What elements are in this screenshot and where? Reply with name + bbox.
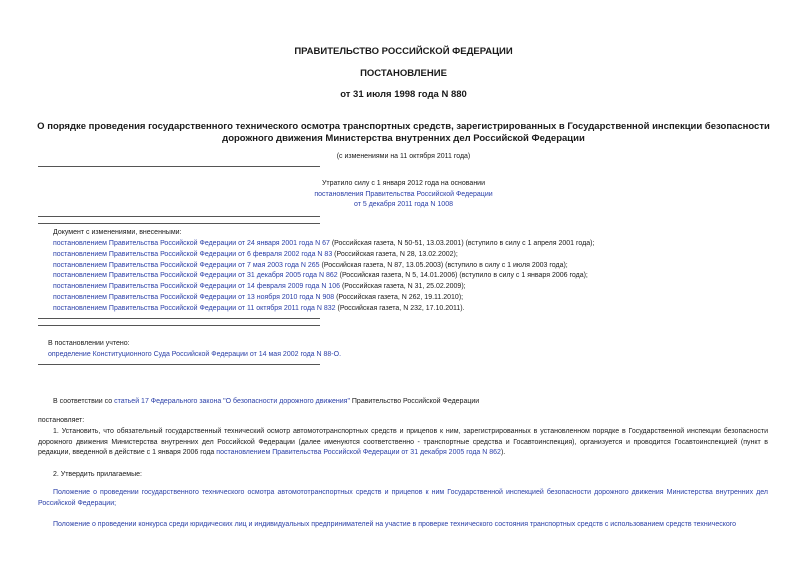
void-link-line-2[interactable]: от 5 декабря 2011 года N 1008: [353, 201, 453, 208]
preamble-text-end: Правительство Российской Федерации: [349, 398, 480, 405]
void-note-line-1: Утратило силу с 1 января 2012 года на основании: [321, 180, 486, 187]
amendment-source: (Российская газета, N 232, 17.10.2011).: [335, 304, 465, 312]
amendment-link[interactable]: постановлением Правительства Российской Федерации от 6 февраля 2002 года N 83: [53, 250, 333, 258]
paragraph-1-link[interactable]: постановлением Правительства Российской Федерации от 31 декабря 2005 года N 862: [216, 449, 501, 456]
paragraph-1-text: 1. Установить, что обязательный государственный технический осмотр автомототранспортных средств и прицепов к ним, зарегистрированных в установленном порядке в Государственной инспекции безопасности дорожного движения Министерства внутренних дел Российской Федерации (далее именуются соответственно - транспортные средства и Госавтоинспекция), организуется и проводится Госавтоинспекцией (пункт в редакции, введенной в действие с 1 января 2006 года: [38, 428, 768, 456]
divider: [38, 325, 320, 326]
divider: [38, 364, 320, 365]
amendment-item: [53, 250, 458, 259]
divider: [38, 318, 320, 319]
decides: постановляет:: [38, 417, 85, 424]
paragraph-1: [38, 427, 768, 459]
amendment-link[interactable]: постановлением Правительства Российской Федерации от 24 января 2001 года N 67: [53, 240, 330, 247]
amendments-intro: Документ с изменениями, внесенными:: [53, 229, 182, 236]
divider: [38, 216, 320, 217]
amendment-item: [53, 293, 463, 302]
amendment-item: [53, 271, 588, 280]
divider: [38, 223, 320, 224]
paragraph-2: 2. Утвердить прилагаемые:: [53, 471, 142, 478]
amendment-link[interactable]: постановлением Правительства Российской Федерации от 13 ноября 2010 года N 908: [53, 294, 335, 301]
considered-link[interactable]: определение Конституционного Суда Российской Федерации от 14 мая 2002 года N 88-О.: [48, 351, 342, 358]
government-heading: ПРАВИТЕЛЬСТВО РОССИЙСКОЙ ФЕДЕРАЦИИ: [294, 46, 513, 57]
amendment-source: (Российская газета, N 31, 25.02.2009);: [340, 283, 466, 291]
amendment-item: [53, 304, 465, 313]
amendment-source: (Российская газета, N 262, 19.11.2010);: [334, 294, 464, 301]
amendment-source: (Российская газета, N 87, 13.05.2003) (вступило в силу с 1 июля 2003 года);: [319, 261, 568, 269]
amendment-item: [53, 282, 466, 291]
regulation-1-link[interactable]: Положение о проведении государственного технического осмотра автомототранспортных средств и прицепов к ним Государственной инспекцией безопасности дорожного движения Министерства внутренних дел Российской Федерации;: [38, 489, 768, 507]
regulation-2-link[interactable]: Положение о проведении конкурса среди юридических лиц и индивидуальных предпринимателей на участие в проверке технического состояния транспортных средств с использованием средств технического: [53, 521, 737, 528]
divider: [38, 166, 320, 167]
amendment-link[interactable]: постановлением Правительства Российской Федерации от 7 мая 2003 года N 265: [53, 261, 320, 269]
amendment-link[interactable]: постановлением Правительства Российской Федерации от 31 декабря 2005 года N 862: [53, 272, 338, 280]
document-title-line-1: О порядке проведения государственного технического осмотра транспортных средств, зарегистрированных в Государственной инспекции безопасности: [37, 121, 770, 132]
document-date: от 31 июля 1998 года N 880: [340, 89, 467, 100]
amendment-link[interactable]: постановлением Правительства Российской Федерации от 14 февраля 2009 года N 106: [53, 283, 340, 291]
amendment-source: (Российская газета, N 50-51, 13.03.2001) (вступило в силу с 1 апреля 2001 года);: [329, 240, 595, 247]
changes-note: (с изменениями на 11 октября 2011 года): [336, 153, 471, 160]
paragraph-1-end: ).: [500, 449, 506, 456]
amendment-source: (Российская газета, N 5, 14.01.2006) (вступило в силу с 1 января 2006 года);: [337, 272, 588, 280]
void-link-line-1[interactable]: постановления Правительства Российской Федерации: [314, 191, 493, 198]
considered-label: В постановлении учтено:: [48, 340, 130, 347]
amendment-link[interactable]: постановлением Правительства Российской Федерации от 11 октября 2011 года N 832: [53, 304, 336, 312]
document-type: ПОСТАНОВЛЕНИЕ: [360, 68, 447, 79]
preamble: [53, 397, 479, 406]
amendment-item: [53, 239, 594, 248]
law-link[interactable]: статьей 17 Федерального закона "О безопасности дорожного движения": [114, 398, 350, 405]
amendment-source: (Российская газета, N 28, 13.02.2002);: [332, 250, 458, 258]
document-title-line-2: дорожного движения Министерства внутренних дел Российской Федерации: [222, 133, 585, 144]
amendment-item: [53, 261, 568, 270]
preamble-text: В соответствии со: [53, 398, 115, 405]
